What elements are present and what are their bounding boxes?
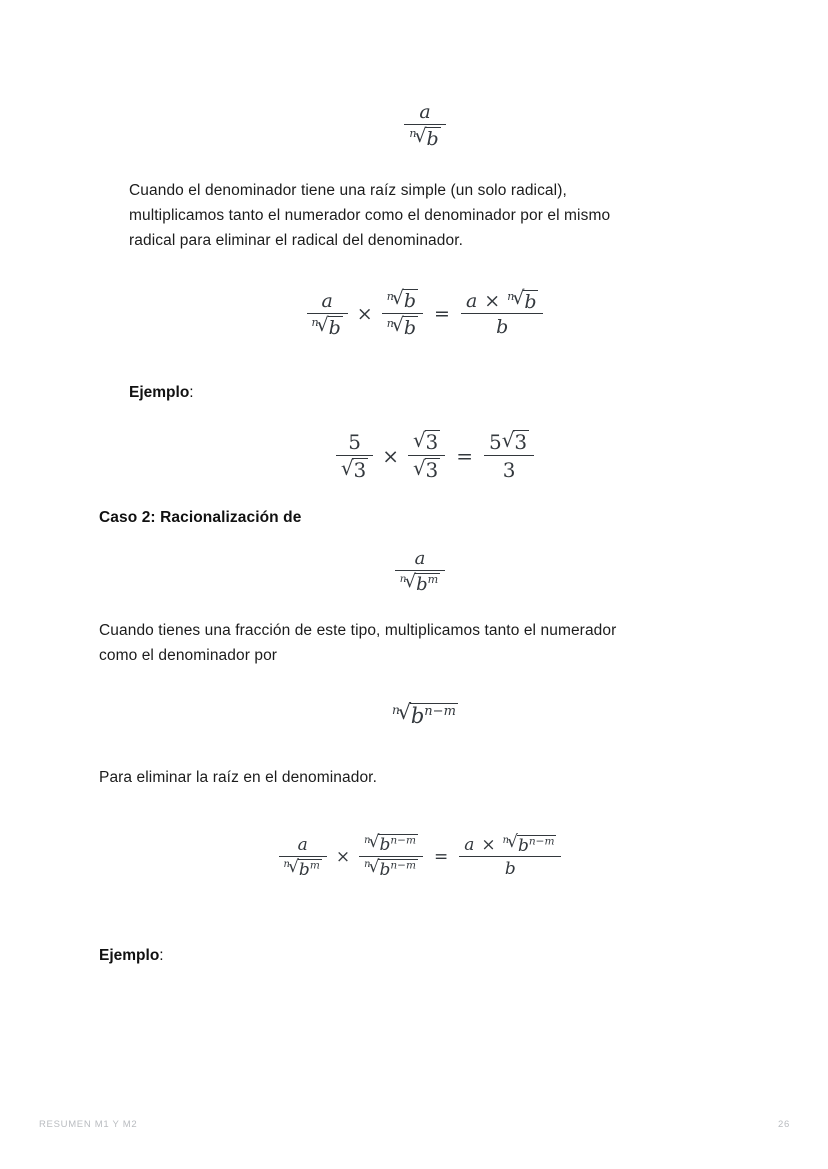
paragraph3-line1: Para eliminar la raíz en el denominador. — [99, 769, 377, 786]
formula2-mid-index-num: n — [386, 289, 394, 303]
paragraph2-line2: como el denominador por — [99, 647, 278, 664]
formula6-mid-base-den: b — [379, 860, 391, 881]
paragraph-caso1-explanation — [129, 178, 699, 253]
formula1-radicand: b — [426, 127, 439, 150]
paragraph1-line2: multiplicamos tanto el numerador como el denominador por el mismo — [129, 207, 611, 224]
nth-root-icon: n √ $b^{n-m}$ — [364, 832, 416, 856]
formula2-left-radicand: b — [328, 316, 341, 339]
formula6-left-base: b — [298, 860, 310, 880]
formula3-left-numerator: 5 — [348, 430, 361, 454]
square-root-icon: √ 3 — [412, 427, 439, 455]
formula2-mid-radicand-num: b — [403, 290, 417, 313]
multiplication-operator: × — [484, 290, 501, 313]
formula6-mid-exponent-den: n−m — [390, 859, 416, 872]
formula2-result-index: n — [507, 289, 515, 303]
formula6-left-index: n — [283, 859, 290, 871]
formula3-result-denominator: 3 — [502, 458, 516, 483]
formula6-mid-radicand-den — [378, 859, 417, 879]
label-ejemplo-1 — [129, 380, 194, 405]
formula6-mid-exponent-num: n−m — [390, 834, 416, 847]
formula6-result-exponent: n−m — [528, 834, 555, 847]
label-ejemplo-2 — [99, 943, 164, 968]
nth-root-icon: n √ b — [311, 313, 341, 339]
formula2-mid-radicand-den: b — [403, 317, 417, 340]
formula4-radicand-base: b — [416, 573, 428, 595]
formula-nth-root-b-to-n-minus-m — [350, 694, 500, 736]
formula5-radicand — [410, 703, 458, 728]
formula5-radical-index: n — [392, 703, 400, 718]
formula6-result-base: b — [518, 835, 529, 856]
formula2-result-radicand: b — [524, 290, 537, 313]
formula3-mid-radicand-num: 3 — [425, 430, 439, 455]
paragraph1-line3: radical para eliminar el radical del denominador. — [129, 232, 464, 249]
formula4-radicand — [415, 573, 440, 594]
formula3-mid-radicand-den: 3 — [425, 458, 439, 483]
formula-example-5-over-sqrt3 — [300, 422, 570, 490]
ejemplo2-word: Ejemplo — [99, 947, 160, 964]
nth-root-icon: n √ $b^{n-m}$ — [392, 700, 456, 728]
footer-page-number: 26 — [778, 1119, 790, 1130]
square-root-icon: √ 3 — [412, 455, 439, 483]
paragraph-caso2-explanation — [99, 618, 699, 668]
square-root-icon: √ 3 — [501, 427, 528, 455]
formula5-radicand-exponent: n−m — [424, 703, 456, 719]
formula2-mid-index-den: n — [386, 316, 394, 330]
paragraph1-line1: Cuando el denominador tiene una raíz simple (un solo radical), — [129, 182, 567, 199]
formula2-result-denominator: b — [496, 316, 509, 339]
equals-operator: = — [434, 302, 450, 325]
formula6-mid-radicand-num — [378, 834, 417, 854]
equals-operator: = — [456, 443, 474, 468]
formula6-left-numerator: a — [297, 834, 308, 855]
formula6-mid-index-den: n — [364, 859, 371, 871]
formula-rationalization-general — [255, 278, 595, 350]
formula1-numerator: a — [419, 100, 431, 123]
formula2-left-numerator: a — [321, 289, 333, 312]
nth-root-icon: n √ $b^{n-m}$ — [502, 832, 555, 856]
formula2-left-index: n — [311, 316, 319, 330]
multiplication-operator: × — [335, 846, 351, 867]
formula4-radicand-exponent: m — [427, 572, 439, 586]
formula3-result-coefficient: 5 — [489, 429, 502, 454]
formula6-result-a: a — [464, 834, 475, 855]
formula6-mid-index-num: n — [364, 834, 371, 846]
formula6-result-denominator: b — [504, 859, 516, 880]
formula-rationalization-caso2-full — [230, 815, 610, 899]
formula4-numerator: a — [414, 547, 426, 569]
square-root-icon: √ 3 — [340, 456, 367, 483]
nth-root-icon: n √ $b^m$ — [399, 570, 439, 595]
formula6-mid-base-num: b — [379, 835, 391, 856]
equals-operator: = — [433, 846, 449, 867]
footer-document-label: RESUMEN M1 Y M2 — [39, 1119, 138, 1130]
paragraph-eliminate-root — [99, 765, 699, 790]
nth-root-icon: n √ b — [386, 313, 417, 340]
nth-root-icon: n √ $b^m$ — [283, 856, 320, 880]
formula6-left-radicand — [298, 859, 322, 879]
paragraph2-line1: Cuando tienes una fracción de este tipo, multiplicamos tanto el numerador — [99, 622, 617, 639]
formula-a-over-nth-root-b-to-m — [335, 542, 505, 600]
formula6-result-radicand — [517, 835, 556, 855]
formula-fraction-a-over-nth-root-b — [345, 96, 505, 154]
formula6-result-index: n — [502, 834, 509, 846]
nth-root-icon: n √ b — [507, 287, 537, 313]
ejemplo2-colon: : — [159, 947, 164, 964]
heading-caso-2: Caso 2: Racionalización de — [99, 509, 302, 526]
multiplication-operator: × — [481, 834, 496, 855]
nth-root-icon: n √ $b^{n-m}$ — [364, 856, 416, 881]
multiplication-operator: × — [382, 443, 399, 468]
formula5-radicand-base: b — [410, 703, 425, 728]
formula2-result-a: a — [465, 290, 478, 313]
formula3-result-radicand: 3 — [514, 430, 528, 455]
formula6-left-exponent: m — [309, 859, 320, 872]
formula3-left-radicand: 3 — [353, 458, 367, 483]
formula4-radical-index: n — [399, 573, 407, 586]
nth-root-icon: n √ b — [409, 124, 439, 150]
ejemplo1-word: Ejemplo — [129, 384, 190, 401]
formula1-radical-index: n — [409, 127, 417, 141]
ejemplo1-colon: : — [189, 384, 194, 401]
nth-root-icon: n √ b — [386, 286, 417, 313]
multiplication-operator: × — [356, 302, 373, 325]
